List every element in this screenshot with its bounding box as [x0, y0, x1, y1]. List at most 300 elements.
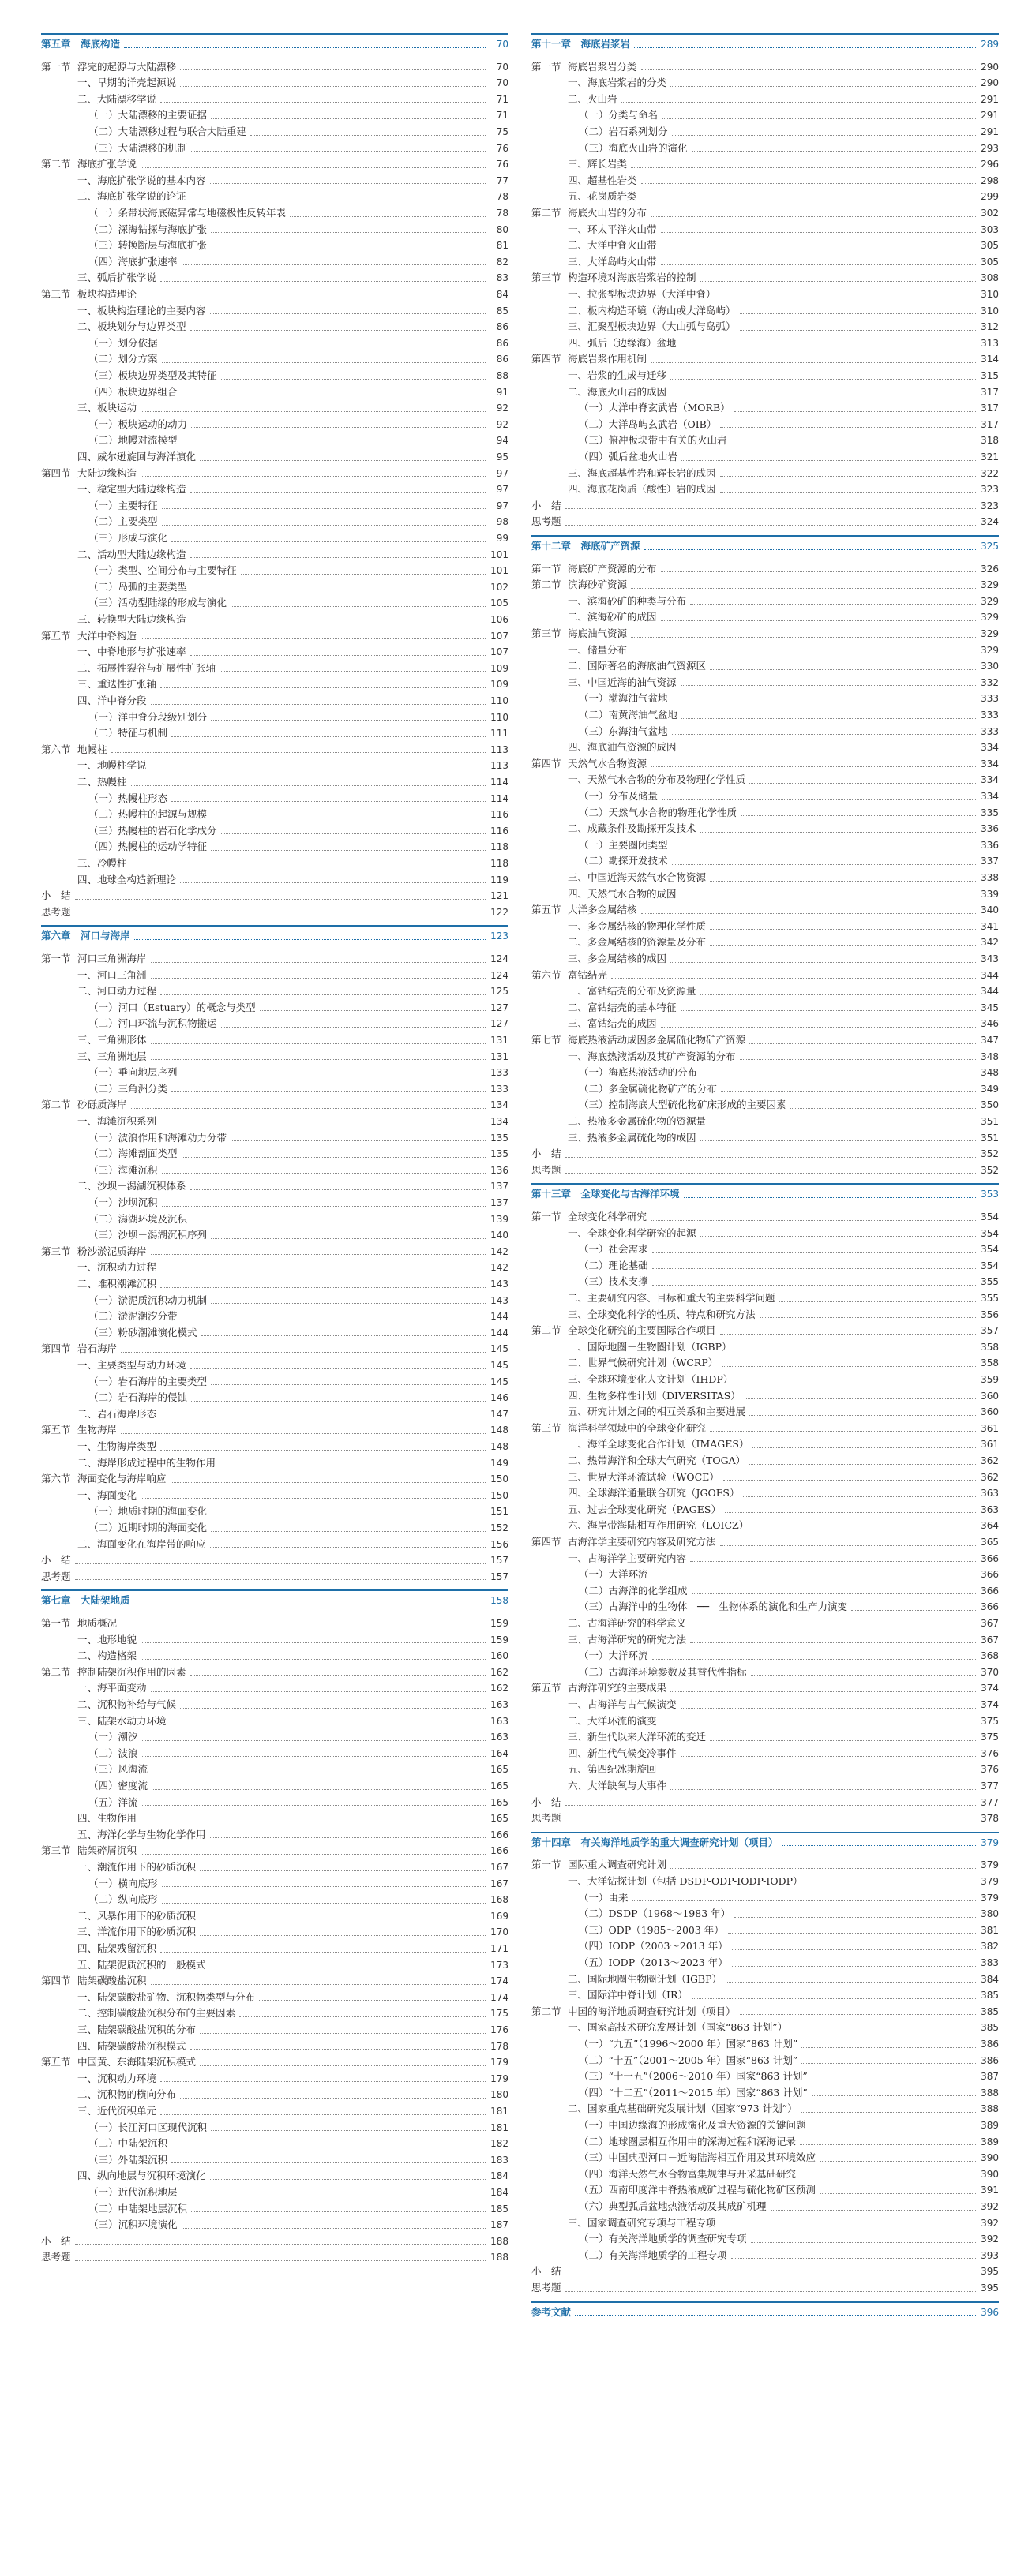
- toc-entry[interactable]: [531, 725, 999, 738]
- toc-entry[interactable]: [531, 288, 999, 301]
- toc-entry[interactable]: [41, 711, 508, 724]
- toc-entry[interactable]: [531, 1875, 999, 1888]
- toc-section-entry[interactable]: [41, 1975, 508, 1987]
- page-number: 163: [490, 1715, 508, 1727]
- toc-section-entry[interactable]: [41, 61, 508, 73]
- toc-entry[interactable]: [531, 1892, 999, 1904]
- toc-section-entry[interactable]: [41, 953, 508, 965]
- toc-entry[interactable]: [531, 256, 999, 268]
- toc-section-entry[interactable]: [531, 1859, 999, 1871]
- toc-entry[interactable]: [41, 1066, 508, 1079]
- toc-entry[interactable]: [41, 1698, 508, 1711]
- toc-entry[interactable]: [531, 305, 999, 317]
- toc-section-entry[interactable]: [531, 1211, 999, 1223]
- toc-entry[interactable]: [41, 1763, 508, 1776]
- toc-entry[interactable]: [41, 239, 508, 252]
- toc-entry[interactable]: [531, 1763, 999, 1776]
- toc-section-entry[interactable]: [41, 288, 508, 301]
- toc-entry[interactable]: [41, 1893, 508, 1906]
- page-number: 321: [981, 451, 999, 462]
- toc-entry[interactable]: [531, 595, 999, 608]
- toc-entry-title: （一）社会需求: [579, 1243, 648, 1256]
- toc-entry[interactable]: [41, 857, 508, 870]
- toc-entry[interactable]: [531, 790, 999, 803]
- toc-entry[interactable]: [531, 1973, 999, 1986]
- toc-entry[interactable]: [41, 353, 508, 365]
- toc-chapter-entry[interactable]: [41, 930, 508, 942]
- toc-entry[interactable]: [531, 2136, 999, 2148]
- toc-chapter-entry[interactable]: [41, 38, 508, 51]
- toc-entry[interactable]: [41, 320, 508, 333]
- toc-entry[interactable]: [41, 1017, 508, 1030]
- toc-section-entry[interactable]: [41, 1666, 508, 1679]
- toc-entry[interactable]: [41, 1164, 508, 1177]
- toc-entry[interactable]: [531, 1275, 999, 1288]
- toc-entry[interactable]: [531, 515, 999, 528]
- toc-chapter-entry[interactable]: [531, 540, 999, 552]
- toc-entry[interactable]: [41, 125, 508, 138]
- toc-entry[interactable]: [531, 1956, 999, 1969]
- toc-chapter-entry[interactable]: [41, 1594, 508, 1607]
- page-number: 170: [490, 1926, 508, 1938]
- toc-section-entry[interactable]: [41, 1099, 508, 1111]
- toc-entry[interactable]: [531, 2184, 999, 2196]
- toc-entry[interactable]: [41, 678, 508, 691]
- toc-entry[interactable]: [531, 2054, 999, 2067]
- toc-section-entry[interactable]: [41, 158, 508, 170]
- toc-entry[interactable]: [531, 1503, 999, 1516]
- toc-entry[interactable]: [41, 564, 508, 577]
- toc-section-entry[interactable]: [531, 353, 999, 365]
- toc-entry[interactable]: [41, 256, 508, 268]
- toc-entry[interactable]: [531, 2038, 999, 2050]
- page-number: 361: [981, 1439, 999, 1451]
- toc-entry[interactable]: [41, 2251, 508, 2263]
- toc-entry[interactable]: [41, 515, 508, 528]
- toc-entry[interactable]: [531, 320, 999, 333]
- toc-entry[interactable]: [531, 369, 999, 382]
- toc-entry[interactable]: [531, 709, 999, 721]
- toc-entry[interactable]: [531, 1066, 999, 1079]
- toc-entry[interactable]: [41, 1457, 508, 1470]
- toc-entry[interactable]: [41, 1002, 508, 1014]
- leader-dots: [180, 86, 486, 87]
- toc-entry[interactable]: [41, 549, 508, 561]
- toc-section-entry[interactable]: [531, 627, 999, 640]
- toc-section-entry[interactable]: [531, 1034, 999, 1046]
- toc-section-entry[interactable]: [531, 1536, 999, 1548]
- toc-entry[interactable]: [41, 2186, 508, 2199]
- toc-entry[interactable]: [531, 2249, 999, 2262]
- toc-entry[interactable]: [41, 1294, 508, 1307]
- toc-entry[interactable]: [41, 1115, 508, 1128]
- toc-section-entry[interactable]: [531, 563, 999, 575]
- toc-entry[interactable]: [41, 109, 508, 122]
- toc-section-entry[interactable]: [41, 1245, 508, 1258]
- toc-entry[interactable]: [41, 77, 508, 89]
- toc-section-entry[interactable]: [531, 1422, 999, 1435]
- toc-entry[interactable]: [41, 727, 508, 739]
- toc-entry[interactable]: [531, 1812, 999, 1825]
- toc-entry[interactable]: [531, 936, 999, 949]
- toc-entry[interactable]: [531, 174, 999, 187]
- toc-entry[interactable]: [41, 1991, 508, 2004]
- toc-entry[interactable]: [41, 223, 508, 236]
- toc-entry[interactable]: [41, 2007, 508, 2020]
- toc-entry[interactable]: [531, 1731, 999, 1743]
- section-title: 陆架碳酸盐沉积: [77, 1975, 147, 1987]
- toc-chapter-entry[interactable]: [531, 1188, 999, 1200]
- toc-entry[interactable]: [531, 1227, 999, 1240]
- page-number: 188: [490, 2252, 508, 2263]
- toc-entry[interactable]: [41, 1942, 508, 1955]
- toc-entry[interactable]: [41, 1132, 508, 1144]
- toc-entry[interactable]: [41, 1310, 508, 1323]
- leader-dots: [200, 1870, 486, 1871]
- toc-entry[interactable]: [531, 223, 999, 236]
- toc-entry[interactable]: [531, 773, 999, 786]
- toc-entry-title: （三）古海洋中的生物体 ── 生物体系的演化和生产力演变: [579, 1601, 848, 1613]
- toc-entry[interactable]: [41, 825, 508, 837]
- toc-entry[interactable]: [41, 759, 508, 772]
- toc-entry[interactable]: [531, 871, 999, 884]
- toc-entry[interactable]: [41, 581, 508, 593]
- toc-entry[interactable]: [531, 1634, 999, 1646]
- toc-entry[interactable]: [41, 1796, 508, 1809]
- toc-entry[interactable]: [531, 1601, 999, 1613]
- toc-entry[interactable]: [41, 646, 508, 658]
- toc-entry[interactable]: [531, 386, 999, 399]
- toc-entry[interactable]: [41, 2154, 508, 2166]
- leader-dots: [190, 655, 486, 656]
- toc-entry[interactable]: [41, 776, 508, 788]
- toc-entry[interactable]: [531, 109, 999, 122]
- toc-entry[interactable]: [531, 660, 999, 672]
- toc-entry[interactable]: [531, 2168, 999, 2181]
- toc-entry[interactable]: [41, 1634, 508, 1646]
- toc-entry[interactable]: [41, 1278, 508, 1290]
- toc-section-entry[interactable]: [531, 969, 999, 982]
- toc-entry[interactable]: [41, 2088, 508, 2101]
- toc-entry[interactable]: [531, 93, 999, 106]
- toc-entry[interactable]: [531, 1552, 999, 1565]
- toc-section-entry[interactable]: [531, 207, 999, 219]
- toc-entry[interactable]: [531, 418, 999, 431]
- toc-entry[interactable]: [531, 2119, 999, 2132]
- toc-entry[interactable]: [41, 369, 508, 382]
- toc-section-entry[interactable]: [531, 758, 999, 770]
- toc-entry[interactable]: [41, 662, 508, 675]
- toc-entry[interactable]: [41, 1327, 508, 1339]
- toc-section-entry[interactable]: [41, 467, 508, 480]
- toc-entry[interactable]: [531, 1390, 999, 1402]
- toc-entry[interactable]: [41, 142, 508, 155]
- toc-entry[interactable]: [531, 1585, 999, 1597]
- toc-entry[interactable]: [531, 2200, 999, 2213]
- toc-entry[interactable]: [531, 985, 999, 998]
- toc-entry[interactable]: [41, 969, 508, 982]
- toc-section-entry[interactable]: [41, 1473, 508, 1485]
- toc-entry[interactable]: [531, 644, 999, 657]
- toc-entry[interactable]: [41, 93, 508, 106]
- toc-entry[interactable]: [41, 305, 508, 317]
- toc-entry[interactable]: [531, 1715, 999, 1728]
- toc-entry[interactable]: [531, 467, 999, 480]
- toc-entry[interactable]: [531, 1471, 999, 1484]
- toc-entry[interactable]: [531, 1132, 999, 1144]
- toc-entry[interactable]: [531, 337, 999, 350]
- toc-entry[interactable]: [41, 808, 508, 821]
- toc-entry[interactable]: [531, 1438, 999, 1451]
- toc-entry-title: [41, 1099, 127, 1111]
- toc-entry[interactable]: [531, 1796, 999, 1809]
- toc-entry[interactable]: [41, 1229, 508, 1241]
- toc-entry[interactable]: [41, 2024, 508, 2036]
- toc-entry[interactable]: [531, 888, 999, 900]
- toc-entry[interactable]: [531, 483, 999, 496]
- toc-entry[interactable]: [531, 1747, 999, 1760]
- toc-entry[interactable]: [531, 402, 999, 414]
- toc-entry[interactable]: [41, 1780, 508, 1792]
- toc-entry[interactable]: [531, 1908, 999, 1920]
- toc-entry[interactable]: [531, 1487, 999, 1500]
- toc-entry[interactable]: [41, 1571, 508, 1583]
- toc-entry[interactable]: [41, 174, 508, 187]
- toc-entry-title: 一、国家高技术研究发展计划（国家“863 计划”）: [568, 2021, 788, 2034]
- toc-entry[interactable]: [41, 597, 508, 609]
- toc-entry[interactable]: [531, 1924, 999, 1937]
- toc-section-entry[interactable]: [41, 630, 508, 642]
- toc-section-entry[interactable]: [531, 904, 999, 916]
- toc-section-entry[interactable]: [531, 271, 999, 284]
- toc-entry[interactable]: [531, 500, 999, 512]
- toc-entry[interactable]: [531, 239, 999, 252]
- toc-entry[interactable]: [41, 2105, 508, 2117]
- toc-entry[interactable]: [41, 418, 508, 431]
- toc-entry[interactable]: [41, 500, 508, 512]
- toc-entry[interactable]: [41, 1180, 508, 1193]
- toc-entry[interactable]: [41, 2235, 508, 2248]
- toc-entry[interactable]: [531, 434, 999, 447]
- toc-entry[interactable]: [531, 741, 999, 754]
- toc-entry[interactable]: [41, 2203, 508, 2215]
- toc-entry[interactable]: [531, 1260, 999, 1272]
- toc-entry[interactable]: [41, 1910, 508, 1923]
- toc-entry[interactable]: [531, 1164, 999, 1177]
- toc-section-entry[interactable]: [531, 1682, 999, 1694]
- toc-entry[interactable]: [531, 1666, 999, 1679]
- toc-entry[interactable]: [531, 1309, 999, 1321]
- toc-entry[interactable]: [531, 1292, 999, 1305]
- toc-entry[interactable]: [531, 692, 999, 705]
- toc-section-entry[interactable]: [41, 1342, 508, 1355]
- toc-entry[interactable]: [531, 2021, 999, 2034]
- toc-entry[interactable]: [41, 1649, 508, 1662]
- toc-entry[interactable]: [41, 613, 508, 626]
- toc-entry[interactable]: [41, 1926, 508, 1938]
- toc-entry[interactable]: [531, 1617, 999, 1630]
- section-number: 第六节: [41, 1473, 71, 1485]
- toc-entry[interactable]: [41, 1731, 508, 1743]
- toc-entry[interactable]: [531, 158, 999, 170]
- toc-entry[interactable]: [41, 2218, 508, 2231]
- toc-section-entry[interactable]: [531, 61, 999, 73]
- toc-entry[interactable]: [41, 1505, 508, 1518]
- page-number: 352: [981, 1164, 999, 1176]
- toc-entry[interactable]: [41, 1083, 508, 1095]
- toc-entry[interactable]: [531, 1989, 999, 2001]
- toc-entry[interactable]: [41, 695, 508, 707]
- toc-entry[interactable]: [531, 1341, 999, 1354]
- toc-entry[interactable]: [531, 839, 999, 852]
- toc-chapter-entry[interactable]: [531, 38, 999, 51]
- toc-entry[interactable]: [41, 1408, 508, 1421]
- toc-entry[interactable]: [531, 1373, 999, 1386]
- toc-entry[interactable]: [41, 1489, 508, 1502]
- toc-entry[interactable]: [41, 1861, 508, 1874]
- leader-dots: [749, 1464, 976, 1465]
- toc-entry[interactable]: [41, 1829, 508, 1841]
- toc-entry[interactable]: [41, 1196, 508, 1209]
- toc-entry[interactable]: [41, 532, 508, 545]
- toc-entry[interactable]: [531, 920, 999, 933]
- toc-entry[interactable]: [531, 2233, 999, 2245]
- toc-entry[interactable]: [531, 676, 999, 689]
- toc-entry[interactable]: [531, 2282, 999, 2294]
- toc-entry[interactable]: [41, 2072, 508, 2085]
- toc-entry[interactable]: [41, 207, 508, 219]
- toc-entry[interactable]: [531, 1243, 999, 1256]
- toc-entry[interactable]: [41, 1959, 508, 1971]
- toc-entry[interactable]: [41, 271, 508, 284]
- toc-entry[interactable]: [41, 1554, 508, 1567]
- toc-entry[interactable]: [531, 1568, 999, 1581]
- toc-section-entry[interactable]: [41, 2056, 508, 2069]
- toc-entry[interactable]: [531, 1698, 999, 1711]
- toc-entry[interactable]: [531, 1940, 999, 1953]
- page-number: 348: [981, 1067, 999, 1079]
- toc-entry[interactable]: [531, 125, 999, 138]
- toc-entry[interactable]: [41, 190, 508, 203]
- toc-entry[interactable]: [531, 1002, 999, 1014]
- toc-entry[interactable]: [531, 2102, 999, 2115]
- toc-section-entry[interactable]: [531, 2005, 999, 2018]
- toc-entry-title: 三、板块运动: [77, 402, 137, 414]
- toc-entry[interactable]: [531, 855, 999, 867]
- toc-entry[interactable]: [41, 2121, 508, 2134]
- toc-entry[interactable]: [531, 2217, 999, 2230]
- toc-entry[interactable]: [41, 792, 508, 805]
- toc-entry[interactable]: [41, 985, 508, 998]
- toc-entry[interactable]: [41, 1359, 508, 1372]
- toc-entry[interactable]: [41, 1034, 508, 1046]
- toc-entry[interactable]: [531, 1083, 999, 1095]
- toc-entry[interactable]: [531, 1099, 999, 1111]
- toc-entry[interactable]: [531, 2265, 999, 2278]
- toc-entry[interactable]: [41, 1391, 508, 1404]
- toc-entry[interactable]: [531, 1455, 999, 1467]
- toc-entry[interactable]: [531, 1649, 999, 1662]
- toc-entry[interactable]: [531, 1148, 999, 1160]
- toc-section-entry[interactable]: [531, 578, 999, 591]
- toc-entry[interactable]: [531, 190, 999, 203]
- toc-entry[interactable]: [41, 1682, 508, 1694]
- toc-entry[interactable]: [41, 337, 508, 350]
- toc-entry[interactable]: [531, 2070, 999, 2083]
- toc-entry[interactable]: [531, 611, 999, 623]
- toc-entry[interactable]: [41, 1715, 508, 1728]
- toc-section-entry[interactable]: [41, 1844, 508, 1857]
- toc-entry[interactable]: [531, 1050, 999, 1063]
- page-number: 330: [981, 661, 999, 672]
- toc-entry[interactable]: [41, 451, 508, 463]
- section-number: 第五节: [41, 629, 71, 642]
- toc-chapter-entry[interactable]: [531, 2306, 999, 2319]
- toc-entry[interactable]: [41, 906, 508, 919]
- toc-entry[interactable]: [531, 2087, 999, 2099]
- page-number: 160: [490, 1650, 508, 1662]
- toc-entry[interactable]: [531, 953, 999, 965]
- toc-entry[interactable]: [41, 1440, 508, 1453]
- toc-entry[interactable]: [531, 1115, 999, 1128]
- toc-section-entry[interactable]: [531, 1324, 999, 1337]
- leader-dots: [725, 1512, 976, 1513]
- toc-entry[interactable]: [531, 2151, 999, 2164]
- toc-entry-title: [531, 1682, 666, 1694]
- toc-entry[interactable]: [41, 2040, 508, 2053]
- toc-entry[interactable]: [41, 483, 508, 496]
- toc-entry[interactable]: [531, 77, 999, 89]
- toc-entry[interactable]: [41, 1148, 508, 1160]
- toc-entry[interactable]: [41, 1522, 508, 1534]
- toc-entry[interactable]: [531, 807, 999, 819]
- toc-section-entry[interactable]: [41, 1424, 508, 1436]
- toc-chapter-entry[interactable]: [531, 1837, 999, 1849]
- toc-entry[interactable]: [531, 1406, 999, 1418]
- toc-entry[interactable]: [531, 1357, 999, 1369]
- toc-entry[interactable]: [41, 1538, 508, 1551]
- toc-entry[interactable]: [531, 1780, 999, 1792]
- toc-entry[interactable]: [41, 841, 508, 853]
- toc-entry[interactable]: [41, 1878, 508, 1890]
- toc-entry[interactable]: [41, 1261, 508, 1274]
- leader-dots: [211, 1531, 486, 1532]
- toc-section-entry[interactable]: [41, 743, 508, 756]
- toc-entry[interactable]: [531, 142, 999, 155]
- toc-entry[interactable]: [531, 1017, 999, 1030]
- leader-dots: [182, 2228, 486, 2229]
- toc-entry[interactable]: [41, 1050, 508, 1063]
- toc-entry-title: 三、洋流作用下的砂质沉积: [77, 1926, 197, 1938]
- toc-entry[interactable]: [41, 434, 508, 447]
- toc-entry[interactable]: [531, 1519, 999, 1532]
- leader-dots: [141, 1854, 486, 1855]
- toc-entry[interactable]: [41, 2170, 508, 2182]
- toc-entry[interactable]: [41, 402, 508, 414]
- toc-entry[interactable]: [41, 874, 508, 886]
- toc-entry-title: 二、大洋环流的演变: [568, 1714, 657, 1727]
- toc-entry[interactable]: [41, 2137, 508, 2150]
- toc-entry[interactable]: [41, 386, 508, 399]
- toc-entry[interactable]: [41, 889, 508, 902]
- toc-entry[interactable]: [41, 1213, 508, 1226]
- toc-entry[interactable]: [531, 451, 999, 463]
- toc-entry[interactable]: [531, 822, 999, 835]
- toc-entry[interactable]: [41, 1376, 508, 1388]
- toc-section-entry[interactable]: [41, 1617, 508, 1630]
- toc-entry[interactable]: [41, 1812, 508, 1825]
- toc-entry[interactable]: [41, 1747, 508, 1760]
